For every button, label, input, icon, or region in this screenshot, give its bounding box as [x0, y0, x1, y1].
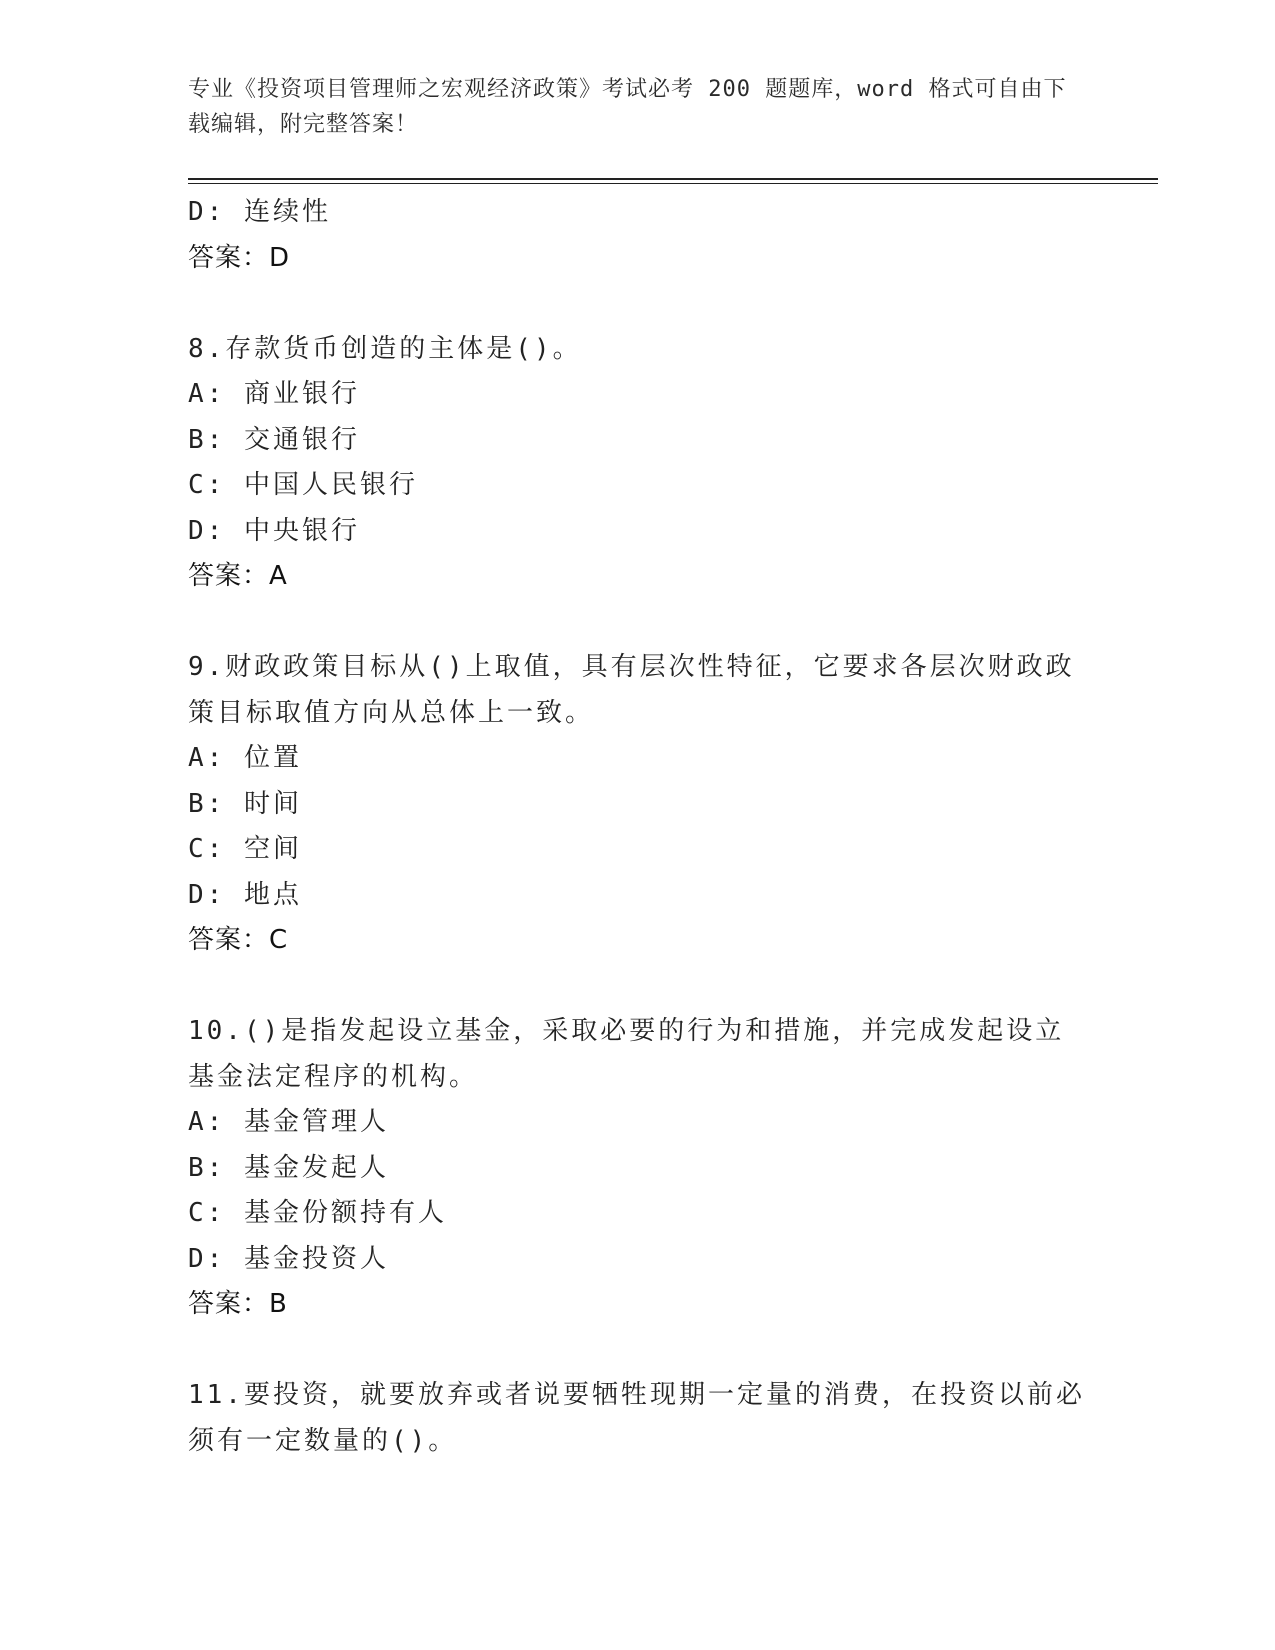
answer-line: 答案：B — [188, 1289, 288, 1319]
question-item-9 — [188, 645, 1088, 964]
option-a: A: 商业银行 — [188, 379, 360, 409]
header-divider-thin — [188, 183, 1158, 184]
option-d: D: 连续性 — [188, 197, 331, 227]
document-header — [188, 72, 1088, 142]
question-item-8 — [188, 327, 1088, 600]
option-a: A: 位置 — [188, 743, 302, 773]
option-b: B: 时间 — [188, 788, 302, 819]
question-item-10 — [188, 1009, 1088, 1328]
question-item-11 — [188, 1373, 1088, 1464]
header-title: 专业《投资项目管理师之宏观经济政策》考试必考 200 题题库，word 格式可自由下载编辑，附完整答案！ — [188, 77, 1067, 137]
spacer — [188, 1328, 1088, 1374]
option-b: B: 基金发起人 — [188, 1152, 389, 1183]
header-divider-thick — [188, 178, 1158, 180]
answer-line: 答案：A — [188, 561, 288, 591]
option-c: C: 空间 — [188, 834, 302, 864]
option-a: A: 基金管理人 — [188, 1107, 389, 1137]
spacer — [188, 600, 1088, 646]
option-d: D: 地点 — [188, 879, 302, 910]
question-text: 11.要投资，就要放弃或者说要牺牲现期一定量的消费，在投资以前必须有一定数量的()。 — [188, 1380, 1085, 1456]
answer-line: 答案：D — [188, 242, 291, 273]
spacer — [188, 964, 1088, 1010]
question-text: 9.财政政策目标从()上取值，具有层次性特征，它要求各层次财政政策目标取值方向从总体上一致。 — [188, 652, 1075, 728]
option-c: C: 中国人民银行 — [188, 470, 418, 500]
option-b: B: 交通银行 — [188, 424, 360, 455]
question-text: 8.存款货币创造的主体是()。 — [188, 333, 582, 364]
option-d: D: 中央银行 — [188, 515, 360, 546]
spacer — [188, 281, 1088, 327]
option-d: D: 基金投资人 — [188, 1243, 389, 1274]
question-text: 10.()是指发起设立基金，采取必要的行为和措施，并完成发起设立基金法定程序的机构。 — [188, 1016, 1065, 1092]
question-list — [188, 190, 1088, 1464]
option-c: C: 基金份额持有人 — [188, 1198, 447, 1228]
answer-line: 答案：C — [188, 925, 289, 955]
